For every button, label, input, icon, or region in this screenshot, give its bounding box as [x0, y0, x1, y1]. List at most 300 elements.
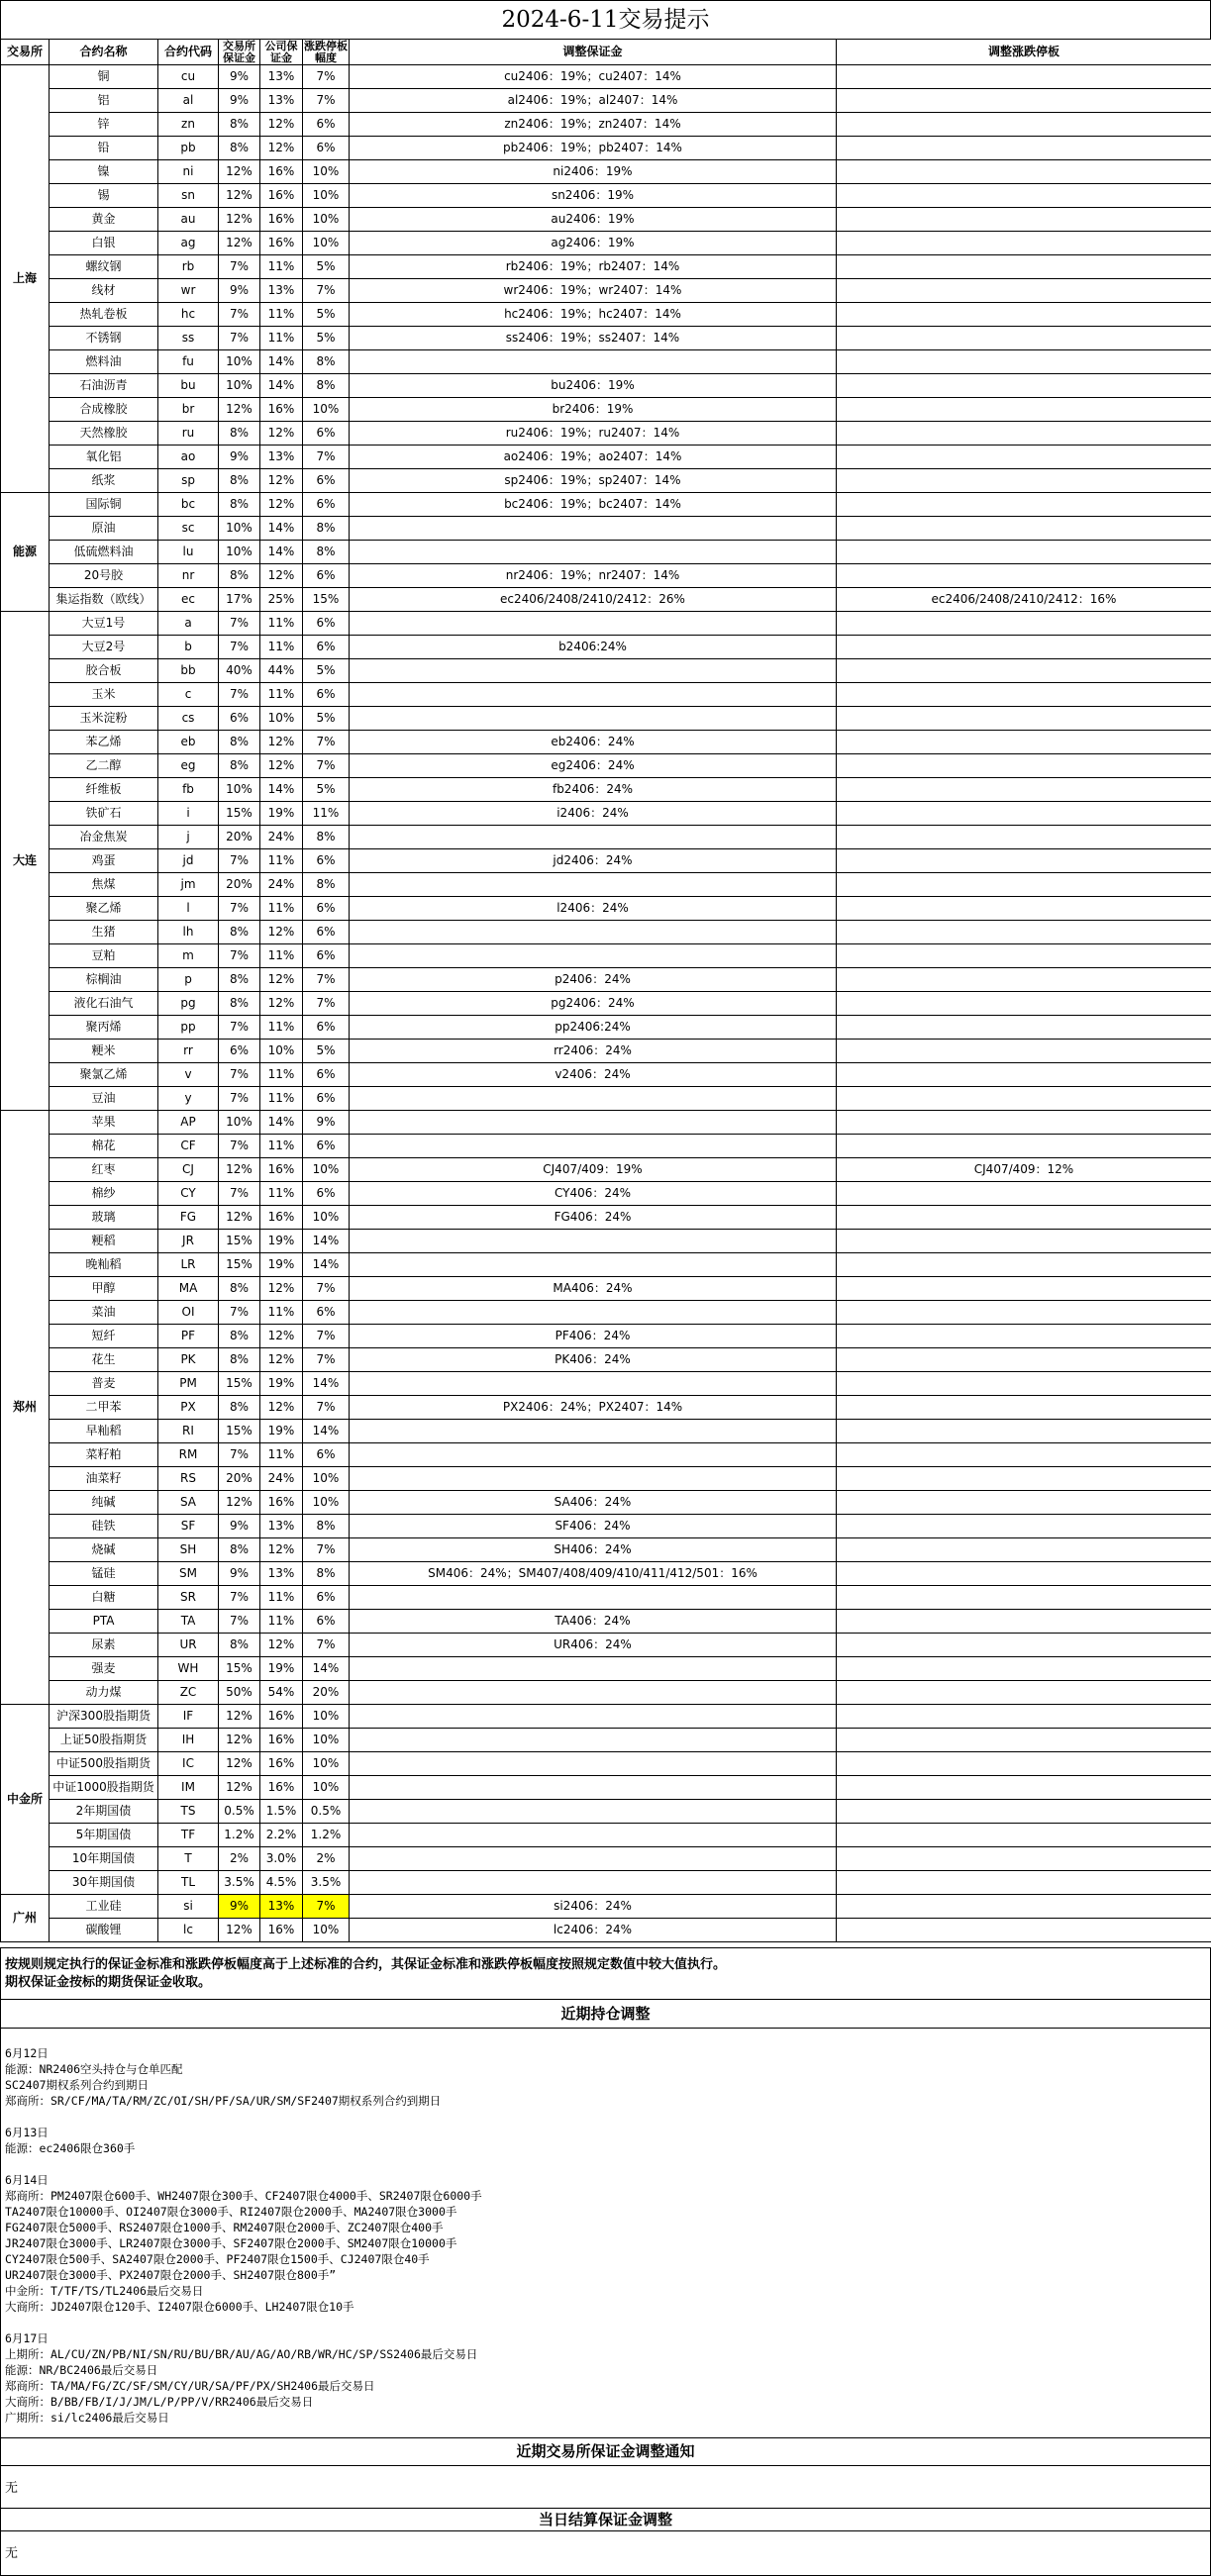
contract-name-cell: 铝 — [50, 89, 158, 113]
company-margin-cell: 11% — [260, 255, 303, 279]
contract-code-cell: pb — [158, 137, 219, 160]
exchange-margin-cell: 3.5% — [219, 1871, 260, 1895]
adjust-margin-cell — [350, 350, 837, 374]
adjust-limit-cell — [837, 1752, 1211, 1776]
limit-range-cell: 6% — [303, 1443, 350, 1467]
contract-code-cell: bu — [158, 374, 219, 398]
limit-range-cell: 8% — [303, 873, 350, 897]
contract-name-cell: 玉米淀粉 — [50, 707, 158, 731]
adjust-limit-cell — [837, 1491, 1211, 1515]
company-margin-cell: 12% — [260, 564, 303, 588]
limit-range-cell: 0.5% — [303, 1800, 350, 1824]
adjust-margin-cell: CJ407/409：19% — [350, 1158, 837, 1182]
table-row — [1, 1277, 1211, 1301]
contract-name-cell: 动力煤 — [50, 1681, 158, 1705]
exchange-margin-cell: 40% — [219, 659, 260, 683]
exchange-margin-cell: 10% — [219, 350, 260, 374]
company-margin-cell: 19% — [260, 1372, 303, 1396]
contract-name-cell: 不锈钢 — [50, 327, 158, 350]
company-margin-cell: 16% — [260, 1206, 303, 1230]
exchange-margin-cell: 8% — [219, 422, 260, 446]
table-row — [1, 350, 1211, 374]
exchange-margin-cell: 20% — [219, 1467, 260, 1491]
company-margin-cell: 19% — [260, 802, 303, 826]
position-line: 中金所：T/TF/TS/TL2406最后交易日 — [5, 2284, 204, 2298]
contract-code-cell: i — [158, 802, 219, 826]
contract-code-cell: SA — [158, 1491, 219, 1515]
contract-name-cell: PTA — [50, 1610, 158, 1634]
company-margin-cell: 12% — [260, 469, 303, 493]
adjust-limit-cell — [837, 89, 1211, 113]
adjust-margin-cell — [350, 944, 837, 968]
exchange-margin-cell: 10% — [219, 374, 260, 398]
adjust-margin-cell: CY406：24% — [350, 1182, 837, 1206]
contract-code-cell: au — [158, 208, 219, 232]
position-line: TA2407限仓10000手、OI2407限仓3000手、RI2407限仓2000手、MA2407限仓3000手 — [5, 2205, 457, 2219]
contract-name-cell: 沪深300股指期货 — [50, 1705, 158, 1729]
limit-range-cell: 7% — [303, 1634, 350, 1657]
adjust-limit-cell — [837, 612, 1211, 636]
position-line: 郑商所：SR/CF/MA/TA/RM/ZC/OI/SH/PF/SA/UR/SM/SF2407期权系列合约到期日 — [5, 2094, 442, 2108]
exchange-margin-cell: 6% — [219, 707, 260, 731]
adjust-limit-cell — [837, 1230, 1211, 1253]
exchange-margin-cell: 15% — [219, 1253, 260, 1277]
contract-name-cell: 白糖 — [50, 1586, 158, 1610]
company-margin-cell: 13% — [260, 65, 303, 89]
contract-name-cell: 中证500股指期货 — [50, 1752, 158, 1776]
contract-code-cell: v — [158, 1063, 219, 1087]
table-row — [1, 1325, 1211, 1348]
exchange-margin-cell: 8% — [219, 564, 260, 588]
adjust-limit-cell — [837, 826, 1211, 849]
contract-code-cell: ec — [158, 588, 219, 612]
company-margin-cell: 12% — [260, 1277, 303, 1301]
limit-range-cell: 5% — [303, 659, 350, 683]
limit-range-cell: 7% — [303, 279, 350, 303]
contract-code-cell: y — [158, 1087, 219, 1111]
contract-name-cell: 聚丙烯 — [50, 1016, 158, 1040]
contract-name-cell: 原油 — [50, 517, 158, 541]
exchange-margin-cell: 8% — [219, 1348, 260, 1372]
contract-code-cell: al — [158, 89, 219, 113]
table-row — [1, 1657, 1211, 1681]
contract-code-cell: AP — [158, 1111, 219, 1135]
company-margin-cell: 11% — [260, 1301, 303, 1325]
exchange-margin-cell: 9% — [219, 1895, 260, 1919]
adjust-limit-cell — [837, 1467, 1211, 1491]
exchange-cell: 中金所 — [1, 1705, 50, 1895]
contract-code-cell: sn — [158, 184, 219, 208]
limit-range-cell: 5% — [303, 255, 350, 279]
adjust-margin-cell — [350, 1657, 837, 1681]
margin-notice-text: 无 — [5, 2481, 19, 2496]
table-row — [1, 1895, 1211, 1919]
company-margin-cell: 12% — [260, 113, 303, 137]
adjust-margin-cell: bu2406：19% — [350, 374, 837, 398]
position-line: 6月13日 — [5, 2126, 49, 2139]
table-row — [1, 113, 1211, 137]
position-line: 郑商所：TA/MA/FG/ZC/SF/SM/CY/UR/SA/PF/PX/SH2406最后交易日 — [5, 2379, 375, 2393]
exchange-margin-cell: 7% — [219, 897, 260, 921]
adjust-limit-cell — [837, 1871, 1211, 1895]
adjust-limit-cell — [837, 1657, 1211, 1681]
contract-name-cell: 棉纱 — [50, 1182, 158, 1206]
exchange-margin-cell: 15% — [219, 1230, 260, 1253]
contract-name-cell: 晚籼稻 — [50, 1253, 158, 1277]
exchange-margin-cell: 8% — [219, 968, 260, 992]
adjust-limit-cell — [837, 1634, 1211, 1657]
company-margin-cell: 11% — [260, 636, 303, 659]
contract-name-cell: 苹果 — [50, 1111, 158, 1135]
adjust-margin-cell — [350, 826, 837, 849]
exchange-margin-cell: 8% — [219, 1396, 260, 1420]
exchange-margin-cell: 12% — [219, 208, 260, 232]
adjust-margin-cell: ss2406：19%；ss2407：14% — [350, 327, 837, 350]
contract-name-cell: 纤维板 — [50, 778, 158, 802]
table-row — [1, 1301, 1211, 1325]
limit-range-cell: 5% — [303, 303, 350, 327]
adjust-limit-cell — [837, 493, 1211, 517]
company-margin-cell: 16% — [260, 398, 303, 422]
exchange-margin-cell: 7% — [219, 1182, 260, 1206]
contract-code-cell: TA — [158, 1610, 219, 1634]
exchange-cell: 上海 — [1, 65, 50, 493]
adjust-limit-cell — [837, 1515, 1211, 1538]
contract-name-cell: 短纤 — [50, 1325, 158, 1348]
adjust-margin-cell: bc2406：19%；bc2407：14% — [350, 493, 837, 517]
adjust-limit-cell — [837, 1729, 1211, 1752]
adjust-margin-cell: cu2406：19%；cu2407：14% — [350, 65, 837, 89]
limit-range-cell: 14% — [303, 1420, 350, 1443]
adjust-margin-cell — [350, 517, 837, 541]
exchange-margin-cell: 9% — [219, 279, 260, 303]
company-margin-cell: 13% — [260, 1895, 303, 1919]
adjust-margin-cell — [350, 921, 837, 944]
adjust-margin-cell: hc2406：19%；hc2407：14% — [350, 303, 837, 327]
adjust-limit-cell — [837, 1348, 1211, 1372]
contract-code-cell: IM — [158, 1776, 219, 1800]
adjust-limit-cell — [837, 1372, 1211, 1396]
contract-name-cell: 大豆1号 — [50, 612, 158, 636]
adjust-limit-cell — [837, 1325, 1211, 1348]
position-line: 6月14日 — [5, 2173, 49, 2187]
contract-name-cell: 铁矿石 — [50, 802, 158, 826]
limit-range-cell: 7% — [303, 992, 350, 1016]
header-row — [1, 40, 1211, 65]
adjust-margin-cell — [350, 1681, 837, 1705]
company-margin-cell: 16% — [260, 1752, 303, 1776]
table-row — [1, 1182, 1211, 1206]
contract-name-cell: 粳米 — [50, 1040, 158, 1063]
contract-code-cell: eb — [158, 731, 219, 754]
contract-name-cell: 锡 — [50, 184, 158, 208]
table-row — [1, 208, 1211, 232]
company-margin-cell: 16% — [260, 1705, 303, 1729]
adjust-margin-cell: fb2406：24% — [350, 778, 837, 802]
limit-range-cell: 10% — [303, 232, 350, 255]
contract-code-cell: p — [158, 968, 219, 992]
contract-name-cell: 5年期国债 — [50, 1824, 158, 1847]
limit-range-cell: 14% — [303, 1253, 350, 1277]
adjust-limit-cell — [837, 1705, 1211, 1729]
table-row — [1, 1847, 1211, 1871]
adjust-limit-cell — [837, 1824, 1211, 1847]
exchange-margin-cell: 7% — [219, 849, 260, 873]
limit-range-cell: 6% — [303, 1301, 350, 1325]
adjust-margin-cell: SM406：24%；SM407/408/409/410/411/412/501：16% — [350, 1562, 837, 1586]
exchange-margin-cell: 8% — [219, 1634, 260, 1657]
contract-name-cell: 玻璃 — [50, 1206, 158, 1230]
contract-code-cell: RM — [158, 1443, 219, 1467]
table-row — [1, 1610, 1211, 1634]
limit-range-cell: 6% — [303, 1063, 350, 1087]
table-row — [1, 826, 1211, 849]
exchange-margin-cell: 12% — [219, 184, 260, 208]
company-margin-cell: 11% — [260, 612, 303, 636]
contract-code-cell: LR — [158, 1253, 219, 1277]
limit-range-cell: 6% — [303, 564, 350, 588]
contract-code-cell: br — [158, 398, 219, 422]
adjust-limit-cell — [837, 1277, 1211, 1301]
company-margin-cell: 24% — [260, 826, 303, 849]
table-row — [1, 1372, 1211, 1396]
limit-range-cell: 9% — [303, 1111, 350, 1135]
limit-range-cell: 6% — [303, 113, 350, 137]
contract-code-cell: SR — [158, 1586, 219, 1610]
adjust-margin-cell — [350, 707, 837, 731]
limit-range-cell: 5% — [303, 1040, 350, 1063]
position-line: 能源：NR2406空头持仓与仓单匹配 — [5, 2062, 183, 2076]
exchange-margin-cell: 15% — [219, 1372, 260, 1396]
exchange-margin-cell: 7% — [219, 255, 260, 279]
limit-range-cell: 10% — [303, 1776, 350, 1800]
contract-code-cell: PF — [158, 1325, 219, 1348]
note-line: 期权保证金按标的期货保证金收取。 — [5, 1975, 212, 1990]
exchange-margin-cell: 7% — [219, 1301, 260, 1325]
contract-name-cell: 氧化铝 — [50, 446, 158, 469]
exchange-cell: 能源 — [1, 493, 50, 612]
company-margin-cell: 14% — [260, 350, 303, 374]
note-line: 按规则规定执行的保证金标准和涨跌停板幅度高于上述标准的合约，其保证金标准和涨跌停板幅度按照规定数值中较大值执行。 — [5, 1957, 727, 1972]
contract-name-cell: 棉花 — [50, 1135, 158, 1158]
exchange-margin-cell: 15% — [219, 1657, 260, 1681]
adjust-margin-cell: ni2406：19% — [350, 160, 837, 184]
table-row — [1, 160, 1211, 184]
contract-code-cell: MA — [158, 1277, 219, 1301]
exchange-margin-cell: 7% — [219, 683, 260, 707]
adjust-margin-cell — [350, 1301, 837, 1325]
table-row — [1, 232, 1211, 255]
adjust-limit-cell — [837, 731, 1211, 754]
contract-code-cell: bc — [158, 493, 219, 517]
contract-code-cell: eg — [158, 754, 219, 778]
adjust-margin-cell — [350, 1729, 837, 1752]
table-row — [1, 1634, 1211, 1657]
table-row — [1, 493, 1211, 517]
adjust-margin-cell — [350, 1705, 837, 1729]
company-margin-cell: 16% — [260, 160, 303, 184]
contract-name-cell: 天然橡胶 — [50, 422, 158, 446]
contract-code-cell: PX — [158, 1396, 219, 1420]
limit-range-cell: 6% — [303, 1586, 350, 1610]
limit-range-cell: 7% — [303, 1538, 350, 1562]
contract-name-cell: 硅铁 — [50, 1515, 158, 1538]
adjust-margin-cell — [350, 1135, 837, 1158]
adjust-limit-cell — [837, 160, 1211, 184]
exchange-margin-cell: 12% — [219, 160, 260, 184]
exchange-margin-cell: 8% — [219, 921, 260, 944]
contract-code-cell: cu — [158, 65, 219, 89]
table-row — [1, 1491, 1211, 1515]
contract-code-cell: sc — [158, 517, 219, 541]
limit-range-cell: 6% — [303, 1016, 350, 1040]
limit-range-cell: 8% — [303, 374, 350, 398]
company-margin-cell: 16% — [260, 1158, 303, 1182]
adjust-limit-cell — [837, 921, 1211, 944]
table-row — [1, 636, 1211, 659]
adjust-limit-cell — [837, 255, 1211, 279]
contract-code-cell: hc — [158, 303, 219, 327]
limit-range-cell: 5% — [303, 778, 350, 802]
adjust-limit-cell — [837, 564, 1211, 588]
adjust-margin-cell: SA406：24% — [350, 1491, 837, 1515]
adjust-margin-cell — [350, 1467, 837, 1491]
adjust-margin-cell: si2406：24% — [350, 1895, 837, 1919]
limit-range-cell: 6% — [303, 1182, 350, 1206]
adjust-margin-cell: MA406：24% — [350, 1277, 837, 1301]
company-margin-cell: 16% — [260, 1919, 303, 1942]
company-margin-cell: 24% — [260, 873, 303, 897]
table-row — [1, 849, 1211, 873]
exchange-margin-cell: 12% — [219, 1919, 260, 1942]
adjust-limit-cell — [837, 1800, 1211, 1824]
adjust-limit-cell — [837, 65, 1211, 89]
exchange-margin-cell: 7% — [219, 636, 260, 659]
adjust-limit-cell — [837, 944, 1211, 968]
exchange-margin-cell: 7% — [219, 612, 260, 636]
contract-name-cell: 铅 — [50, 137, 158, 160]
exchange-margin-cell: 8% — [219, 469, 260, 493]
exchange-margin-cell: 17% — [219, 588, 260, 612]
contract-code-cell: l — [158, 897, 219, 921]
adjust-limit-cell — [837, 1776, 1211, 1800]
adjust-margin-cell — [350, 1087, 837, 1111]
limit-range-cell: 7% — [303, 968, 350, 992]
adjust-margin-cell: nr2406：19%；nr2407：14% — [350, 564, 837, 588]
limit-range-cell: 10% — [303, 1752, 350, 1776]
contract-code-cell: pp — [158, 1016, 219, 1040]
table-row — [1, 707, 1211, 731]
adjust-limit-cell — [837, 446, 1211, 469]
adjust-margin-cell: au2406：19% — [350, 208, 837, 232]
exchange-margin-cell: 7% — [219, 1443, 260, 1467]
table-row — [1, 564, 1211, 588]
position-line: UR2407限仓3000手、PX2407限仓2000手、SH2407限仓800手” — [5, 2268, 337, 2282]
limit-range-cell: 8% — [303, 517, 350, 541]
limit-range-cell: 7% — [303, 1325, 350, 1348]
exchange-cell: 大连 — [1, 612, 50, 1111]
company-margin-cell: 16% — [260, 1729, 303, 1752]
company-margin-cell: 12% — [260, 137, 303, 160]
table-row — [1, 517, 1211, 541]
contract-name-cell: 豆油 — [50, 1087, 158, 1111]
limit-range-cell: 10% — [303, 160, 350, 184]
adjust-margin-cell: l2406：24% — [350, 897, 837, 921]
table-row — [1, 873, 1211, 897]
contract-code-cell: CF — [158, 1135, 219, 1158]
table-row — [1, 1705, 1211, 1729]
adjust-margin-cell — [350, 1776, 837, 1800]
adjust-margin-cell — [350, 659, 837, 683]
table-row — [1, 897, 1211, 921]
rules-note — [0, 1947, 1211, 2000]
company-margin-cell: 11% — [260, 944, 303, 968]
limit-range-cell: 6% — [303, 636, 350, 659]
exchange-margin-cell: 9% — [219, 1515, 260, 1538]
table-row — [1, 1729, 1211, 1752]
adjust-margin-cell: b2406:24% — [350, 636, 837, 659]
position-line: 广期所：si/lc2406最后交易日 — [5, 2411, 169, 2425]
adjust-limit-cell — [837, 1847, 1211, 1871]
adjust-limit-cell — [837, 1063, 1211, 1087]
contract-code-cell: CJ — [158, 1158, 219, 1182]
col-header-limit: 涨跌停板幅度 — [304, 39, 348, 64]
limit-range-cell: 6% — [303, 137, 350, 160]
contract-code-cell: ru — [158, 422, 219, 446]
table-row — [1, 1016, 1211, 1040]
contract-name-cell: 液化石油气 — [50, 992, 158, 1016]
table-row — [1, 588, 1211, 612]
contract-name-cell: 胶合板 — [50, 659, 158, 683]
table-row — [1, 1135, 1211, 1158]
adjust-margin-cell: ag2406：19% — [350, 232, 837, 255]
adjust-limit-cell — [837, 517, 1211, 541]
company-margin-cell: 11% — [260, 1016, 303, 1040]
company-margin-cell: 13% — [260, 446, 303, 469]
adjust-margin-cell — [350, 1372, 837, 1396]
contract-name-cell: 烧碱 — [50, 1538, 158, 1562]
adjust-margin-cell: al2406：19%；al2407：14% — [350, 89, 837, 113]
adjust-limit-cell — [837, 469, 1211, 493]
limit-range-cell: 7% — [303, 1396, 350, 1420]
position-line: CY2407限仓500手、SA2407限仓2000手、PF2407限仓1500手、CJ2407限仓40手 — [5, 2252, 430, 2266]
company-margin-cell: 10% — [260, 707, 303, 731]
contract-name-cell: 10年期国债 — [50, 1847, 158, 1871]
exchange-margin-cell: 7% — [219, 1610, 260, 1634]
limit-range-cell: 20% — [303, 1681, 350, 1705]
exchange-margin-cell: 0.5% — [219, 1800, 260, 1824]
contract-name-cell: 冶金焦炭 — [50, 826, 158, 849]
contract-name-cell: 生猪 — [50, 921, 158, 944]
limit-range-cell: 10% — [303, 398, 350, 422]
contract-code-cell: si — [158, 1895, 219, 1919]
adjust-limit-cell — [837, 1443, 1211, 1467]
contract-code-cell: m — [158, 944, 219, 968]
position-section-body — [0, 2028, 1211, 2438]
adjust-margin-cell — [350, 683, 837, 707]
company-margin-cell: 14% — [260, 517, 303, 541]
company-margin-cell: 4.5% — [260, 1871, 303, 1895]
contract-name-cell: 纸浆 — [50, 469, 158, 493]
limit-range-cell: 7% — [303, 731, 350, 754]
table-row — [1, 137, 1211, 160]
adjust-limit-cell: CJ407/409：12% — [837, 1158, 1211, 1182]
company-margin-cell: 12% — [260, 493, 303, 517]
adjust-margin-cell: v2406：24% — [350, 1063, 837, 1087]
adjust-limit-cell — [837, 232, 1211, 255]
company-margin-cell: 12% — [260, 1348, 303, 1372]
exchange-margin-cell: 7% — [219, 1016, 260, 1040]
